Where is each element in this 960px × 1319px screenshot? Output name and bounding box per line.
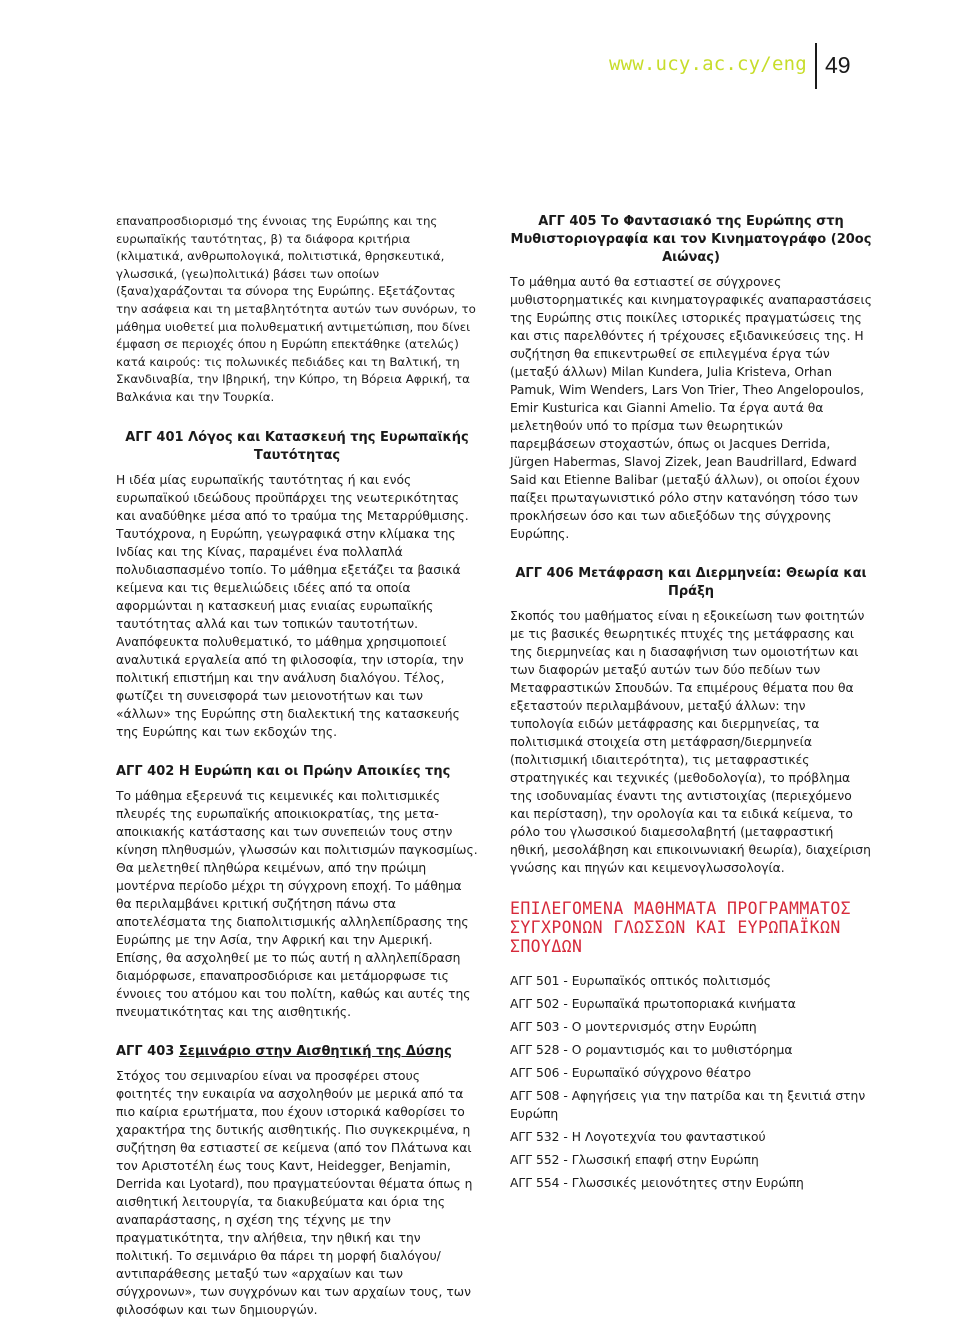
course-403-description: Στόχος του σεμιναρίου είναι να προσφέρει στους φοιτητές την ευκαιρία να ασχοληθούν με μερικά από τα πιο καίρια ερωτήματα, που έχουν ιστορικά καθορίσει το χαρακτήρα της δυτικής αισθητικής. Πιο συγκεκριμένα, η συζήτηση θα εστιαστεί σε κείμενα (από τον Πλάτωνα και τον Αριστοτέλη έως τους Καντ, Heidegger, Benjamin, Derrida και Lyotard), που πραγματεύονται θέματα όπως η αισθητική λειτουργία, τα διακυβεύματα και όρια της αναπαράστασης, η σχέση της τέχνης με την πραγματικότητα, την αλήθεια, την ηθική και την πολιτική. Το σεμινάριο θα πάρει τη μορφή διαλόγου/αντιπαράθεσης μεταξύ των «αρχαίων και των σύγχρονων», των συγχρόνων και των αρχαίων τους, των φιλοσόφων και των δημιουργών.: [116, 1068, 473, 1317]
list-item: ΑΓΓ 528 - Ο ρομαντισμός και το μυθιστόρημα: [510, 1043, 793, 1057]
right-column: [510, 213, 872, 1197]
list-item: ΑΓΓ 532 - Η Λογοτεχνία του φανταστικού: [510, 1130, 766, 1144]
site-url: www.ucy.ac.cy/eng: [609, 53, 807, 75]
page-number: 49: [825, 52, 851, 78]
list-item: ΑΓΓ 501 - Ευρωπαϊκός οπτικός πολιτισμός: [510, 974, 771, 988]
list-item: ΑΓΓ 503 - Ο μοντερνισμός στην Ευρώπη: [510, 1020, 757, 1034]
electives-heading: ΕΠΙΛΕΓΟΜΕΝΑ ΜΑΘΗΜΑΤΑ ΠΡΟΓΡΑΜΜΑΤΟΣ ΣΥΓΧΡΟΝΩΝ ΓΛΩΣΣΩΝ ΚΑΙ ΕΥΡΩΠΑΪΚΩΝ ΣΠΟΥΔΩΝ: [510, 899, 852, 956]
course-402-title: ΑΓΓ 402 Η Ευρώπη και οι Πρώην Αποικίες της: [116, 763, 451, 779]
course-406-description: Σκοπός του μαθήματος είναι η εξοικείωση των φοιτητών με τις βασικές θεωρητικές πτυχές της μετάφρασης και της διερμηνείας και η διασαφήνιση των ομοιοτήτων και των διαφορών μεταξύ αυτών των δύο πεδίων των Μεταφραστικών Σπουδών. Τα επιμέρους θέματα που θα εξεταστούν περιλαμβάνουν, μεταξύ άλλων: την τυπολογία ειδών μετάφρασης και διερμηνείας, τα πολιτισμικά στοιχεία στη μετάφραση/διερμηνεία (πολιτισμική ιδιαιτερότητα), τις μεταφραστικές στρατηγικές και τεχνικές (μεθοδολογία), το πρόβλημα της ισοδυναμίας έναντι της αντιστοιχίας (περιεχόμενο και περίσταση), την ορολογία και τα ειδικά κείμενα, το ρόλο του γλωσσικού διαμεσολαβητή (μεταφραστική ηθική, μεσολάβηση και επικοινωνιακή θεωρία), διαχείριση γνώσης και πηγών και κειμενογλωσσολογία.: [510, 609, 871, 875]
list-item: ΑΓΓ 506 - Ευρωπαϊκό σύγχρονο θέατρο: [510, 1066, 752, 1080]
list-item: ΑΓΓ 508 - Αφηγήσεις για την πατρίδα και τη ξενιτιά στην Ευρώπη: [510, 1089, 866, 1121]
list-item: ΑΓΓ 552 - Γλωσσική επαφή στην Ευρώπη: [510, 1153, 759, 1167]
course-401-title: ΑΓΓ 401 Λόγος και Κατασκευή της Ευρωπαϊκής Ταυτότητας: [125, 429, 469, 463]
course-403-name: Σεμινάριο στην Αισθητική της Δύσης: [178, 1043, 452, 1059]
header-divider: [815, 43, 817, 89]
left-column: [116, 213, 478, 1319]
intro-paragraph: επαναπροσδιορισμό της έννοιας της Ευρώπης και της ευρωπαϊκής ταυτότητας, β) τα διάφορα κριτήρια (κλιματικά, ανθρωπολογικά, πολιτιστικά, θρησκευτικά, γλωσσικά, (γεω)πολιτικά) βάσει των οποίων (ξανα)χαράζονται τα σύνορα της Ευρώπης. Εξετάζοντας την ασάφεια και τη μεταβλητότητα αυτών των συνόρων, το μάθημα υιοθετεί μια πολυθεματική αντιμετώπιση, που δίνει έμφαση σε περιοχές όπου η Ευρώπη επεκτάθηκε (ατελώς) κατά καιρούς: τις πολωνικές πεδιάδες και τη Βαλτική, τη Σκανδιναβία, την Ιβηρική, την Κύπρο, τη Βόρεια Αφρική, τα Βαλκάνια και την Τουρκία.: [116, 214, 476, 404]
course-401-description: Η ιδέα μίας ευρωπαϊκής ταυτότητας ή και ενός ευρωπαϊκού ιδεώδους προϋπάρχει της νεωτερικότητας και αναδύθηκε μέσα από το τραύμα της Μεταρρύθμισης. Ταυτόχρονα, η Ευρώπη, γεωγραφικά στην κλίμακα της Ινδίας και της Κίνας, παραμένει ένα πολλαπλά πολυδιασπασμένο τοπίο. Το μάθημα εξετάζει τα βασικά κείμενα και τις θεμελιώδεις ιδέες από τα οποία αφορμώνται η κατασκευή μιας ενιαίας ευρωπαϊκής ταυτότητας αλλά και των τοπικών ταυτοτήτων. Αναπόφευκτα πολυθεματικό, το μάθημα χρησιμοποιεί αναλυτικά εργαλεία από τη φιλοσοφία, την ιστορία, την πολιτική επιστήμη και την ανάλυση διαλόγου. Τέλος, φωτίζει τη συνεισφορά των μειονοτήτων και των «άλλων» της Ευρώπης στη διαλεκτική της κατασκευής της Ευρώπης και των εκδοχών της.: [116, 472, 469, 739]
course-402-description: Το μάθημα εξερευνά τις κειμενικές και πολιτισμικές πλευρές της ευρωπαϊκής αποικιοκρατίας, της μετα-αποικιακής κατάστασης και των συνεπειών τους στην κίνηση πληθυσμών, γλωσσών και πολιτισμών παγκοσμίως. Θα μελετηθεί πληθώρα κειμένων, από την πρώιμη μοντέρνα περίοδο μέχρι τη σύγχρονη εποχή. Το μάθημα θα περιλαμβάνει κριτική συζήτηση πάνω στα αποτελέσματα της διαπολιτισμικής αλληλεπίδρασης της Ευρώπης με την Ασία, την Αφρική και την Αμερική. Επίσης, θα ασχοληθεί με το πώς αυτή η αλληλεπίδραση διαμόρφωσε, επαναπροσδιόρισε και μετάμορφωσε τις έννοιες του ατόμου και του πολίτη, καθώς και αυτές της πνευματικότητας και της αισθητικής.: [116, 788, 478, 1019]
electives-list: [510, 972, 872, 1192]
course-405-description: Το μάθημα αυτό θα εστιαστεί σε σύγχρονες μυθιστορηματικές και κινηματογραφικές αναπαραστάσεις της Ευρώπης στις ποικίλες ιστορικές πραγματώσεις της και στις παρελθόντες ή τρέχουσες εξιδανικεύσεις της. Η συζήτηση θα επικεντρωθεί σε επιλεγμένα έργα τών (μεταξύ άλλων) Milan Kundera, Julia Kristeva, Orhan Pamuk, Wim Wenders, Lars Von Trier, Theo Angelopoulos, Emir Kusturica και Gianni Amelio. Τα έργα αυτά θα μελετηθούν υπό το πρίσμα των θεωρητικών παρεμβάσεων στοχαστών, όπως οι Jacques Derrida, Jürgen Habermas, Slavoj Zizek, Jean Baudrillard, Edward Said και Etienne Balibar (μεταξύ άλλων), οι οποίοι έχουν παίξει πρωταγωνιστικό ρόλο στην κατανόηση τόσο των προκλήσεων όσο και των αδιεξόδων της σύγχρονης Ευρώπης.: [510, 275, 872, 541]
course-405-title: ΑΓΓ 405 Το Φαντασιακό της Ευρώπης στη Μυθιστοριογραφία και τον Κινηματογράφο (20ος Αιώνας): [510, 214, 872, 265]
list-item: ΑΓΓ 554 - Γλωσσικές μειονότητες στην Ευρώπη: [510, 1176, 804, 1190]
course-403-title: [116, 1043, 478, 1061]
course-406-title: ΑΓΓ 406 Μετάφραση και Διερμηνεία: Θεωρία και Πράξη: [515, 566, 867, 599]
list-item: ΑΓΓ 502 - Ευρωπαϊκά πρωτοποριακά κινήματα: [510, 997, 796, 1011]
course-403-code: ΑΓΓ 403: [116, 1043, 179, 1059]
